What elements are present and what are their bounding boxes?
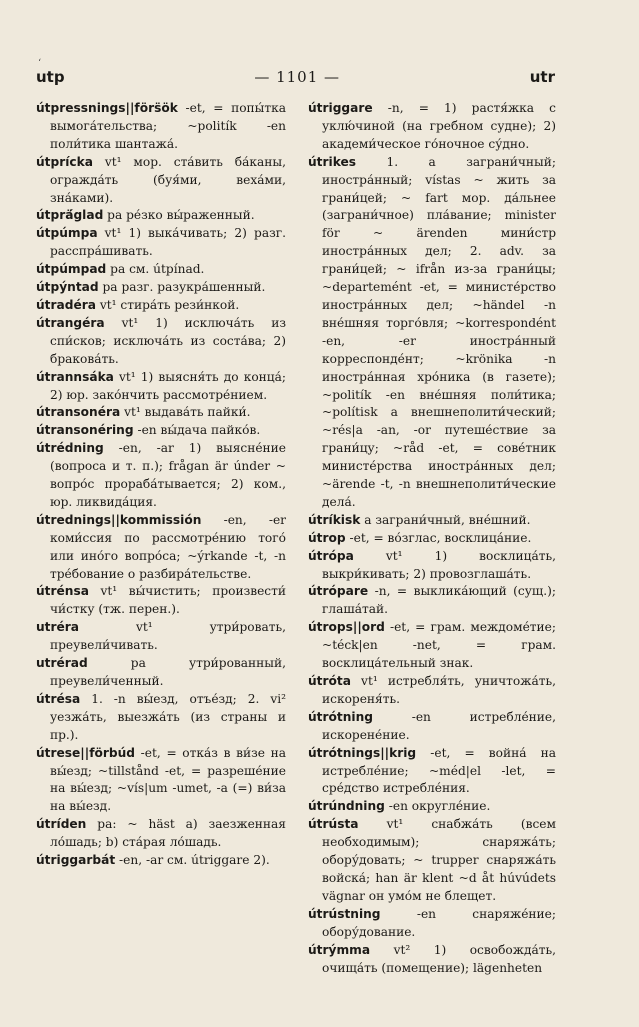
dictionary-entry (36, 207, 286, 225)
entry-definition: vt¹ истребля́ть, уничтожа́ть, искореня́ть. (322, 674, 556, 706)
dictionary-entry (36, 852, 286, 870)
entry-headword: útradéra (36, 297, 96, 312)
entry-definition: 1. -n вы́езд, отъе́зд; 2. vi² уезжа́ть, выезжа́ть (из страны и пр.). (50, 691, 286, 742)
entry-definition: -en, -ar см. útriggare 2). (115, 853, 270, 868)
entry-definition: -et, = грам. междоме́тие; ~téck|en -net, = грам. восклица́тельный знак. (322, 620, 556, 671)
dictionary-entry (308, 942, 556, 978)
entry-headword: útransonéra (36, 405, 121, 420)
dictionary-entry (308, 709, 556, 745)
entry-headword: útransonéring (36, 423, 134, 438)
entry-definition: vt¹ 1) восклица́ть, выкри́кивать; 2) провозглаша́ть. (322, 548, 556, 581)
dictionary-entry (308, 906, 556, 942)
entry-definition: vt¹ 1) выка́чивать; 2) разг. расспра́шивать. (50, 226, 286, 259)
dictionary-entry (36, 691, 286, 745)
dictionary-entry (308, 512, 556, 530)
dictionary-entry (36, 422, 286, 440)
entry-headword: útpýntad (36, 280, 99, 295)
entry-definition: pa см. útpínad. (106, 262, 205, 277)
dictionary-entry (308, 100, 556, 154)
page-number: — 1101 — (254, 68, 341, 86)
entry-headword: útriggare (308, 101, 373, 115)
dictionary-entry (36, 655, 286, 691)
entry-headword: útrese||förbúd (36, 745, 136, 760)
dictionary-entry (308, 619, 556, 673)
right-guide-word: utr (529, 68, 555, 86)
entry-headword: útpressnings||förs̈ök (36, 101, 178, 115)
entry-definition: -en вы́дача пайко́в. (133, 423, 261, 438)
entry-definition: -n, = выклика́ющий (сущ.); глаша́тай. (322, 584, 556, 617)
dictionary-entry (36, 225, 286, 261)
dictionary-entry (308, 673, 556, 709)
entry-definition: -en снаряже́ние; обору́дование. (322, 906, 556, 939)
entry-headword: útpúmpad (36, 262, 107, 277)
entry-definition: 1. a заграни́чный; иностра́нный; vístas ~ жить за грани́цей; ~ fart мор. да́льнее (заграни́чное) пла́вание; minister för ~ ärenden мини́стр иностра́нных дел; 2. adv. за грани́цей; ~ ifrån из-за грани́цы; ~departemént -et, = министе́рство иностра́нных дел; ~händel -n вне́шняя торго́вля; ~korrespondént -en, -er иностра́нный корреспонде́нт; ~krönika -n иностра́нная хро́ника (в газете); ~politík -en вне́шняя поли́тика; ~polítisk a внешнеполити́ческий; ~rés|a -an, -or путеше́ствие за грани́цу; ~råd -et, = сове́тник министе́рства иностра́нных дел; ~ärende -t, -n внешнеполити́ческие дела́. (322, 154, 556, 509)
dictionary-entry (36, 261, 286, 279)
dictionary-entry (36, 100, 286, 154)
entry-headword: útrústning (308, 906, 381, 921)
entry-definition: -en округле́ние. (384, 799, 491, 814)
left-column (36, 100, 286, 870)
entry-definition: vt¹ вы́чистить; произвести́ чи́стку (тж. перен.). (50, 584, 286, 617)
dictionary-entry (36, 619, 286, 655)
entry-definition: -en, -ar 1) выясне́ние (вопроса и т. п.); frågan är únder ~ вопро́с прораба́тывается; 2) ком., юр. ликвида́ция. (50, 441, 286, 509)
entry-definition: a заграни́чный, вне́шний. (360, 512, 531, 527)
entry-headword: útrénsa (36, 584, 89, 599)
entry-headword: útriggarbát (36, 853, 116, 868)
entry-definition: vt¹ мор. ста́вить ба́каны, огражда́ть (буя́ми, веха́ми, зна́ками). (50, 154, 286, 205)
entry-definition: pa ре́зко вы́раженный. (103, 208, 255, 223)
right-column (308, 100, 556, 977)
entry-headword: útrústa (308, 817, 359, 832)
entry-definition: vt¹ выдава́ть пайки́. (120, 405, 251, 420)
entry-headword: útrednings||kommissión (36, 512, 202, 527)
corner-mark: ʻ (38, 58, 42, 69)
entry-definition: pa: ~ häst a) заезженная ло́шадь; b) ста́рая ло́шадь. (50, 817, 286, 850)
entry-headword: útprä́glad (36, 208, 104, 223)
entry-headword: útríkisk (308, 512, 361, 527)
entry-definition: vt¹ утри́ровать, преувели́чивать. (50, 620, 286, 653)
entry-definition: vt¹ стира́ть рези́нкой. (95, 297, 240, 312)
entry-definition: -et, = отка́з в ви́зе на вы́езд; ~tillstånd -et, = разреше́ние на вы́езд; ~vís|um -umet, -a (=) ви́за на вы́езд. (50, 745, 286, 814)
dictionary-entry (308, 816, 556, 906)
entry-definition: -et, = война́ на истребле́ние; ~méd|el -let, = сре́дство истребле́ния. (322, 745, 556, 796)
entry-headword: útrótnings||krig (308, 745, 417, 760)
entry-headword: utréra (36, 620, 80, 635)
entry-definition: -et, = попы́тка вымога́тельства; ~politík -en поли́тика шантажа́. (50, 101, 286, 151)
dictionary-entry (36, 583, 286, 619)
entry-definition: -en истребле́ние, искорене́ние. (322, 709, 556, 742)
entry-definition: vt¹ снабжа́ть (всем необходимым); снаряжа́ть; обору́довать; ~ trupper снаряжа́ть войска́; han är klent ~d åt húvúdets vägnar он умо́м не блещет. (322, 817, 556, 903)
dictionary-entry (36, 154, 286, 208)
entry-definition: pa разг. разукра́шенный. (98, 280, 266, 295)
dictionary-entry (308, 154, 556, 512)
entry-definition: vt² 1) освобожда́ть, очища́ть (помещение); lägenheten (322, 942, 556, 975)
entry-definition: vt¹ 1) исключа́ть из спи́сков; исключа́ть из соста́ва; 2) бракова́ть. (50, 315, 286, 366)
entry-definition: -n, = 1) растя́жка с уклю́чиной (на гребном судне); 2) академи́ческое го́ночное су́дно. (322, 101, 556, 151)
entry-headword: útrótning (308, 709, 373, 724)
entry-headword: útrésa (36, 691, 81, 706)
entry-definition: -et, = во́зглас, восклица́ние. (345, 530, 532, 545)
dictionary-entry (36, 816, 286, 852)
dictionary-entry (308, 745, 556, 799)
entry-headword: útrops||ord (308, 620, 385, 635)
dictionary-entry (308, 548, 556, 584)
entry-headword: útrédning (36, 441, 104, 456)
page-header (36, 68, 555, 90)
entry-headword: útrópare (308, 584, 369, 599)
entry-headword: útrópa (308, 548, 354, 563)
entry-headword: útrop (308, 530, 346, 545)
dictionary-entry (36, 369, 286, 405)
entry-definition: vt¹ 1) выясня́ть до конца́; 2) юр. зако́нчить рассмотре́нием. (50, 369, 286, 402)
entry-headword: útrýmma (308, 942, 371, 957)
dictionary-entry (308, 583, 556, 619)
dictionary-entry (36, 745, 286, 817)
entry-headword: útróta (308, 674, 351, 688)
entry-headword: utrérad (36, 656, 88, 671)
entry-headword: útrikes (308, 154, 356, 169)
dictionary-entry (308, 798, 556, 816)
entry-headword: útpúmpa (36, 226, 98, 241)
entry-definition: pa утри́рованный, преувели́ченный. (50, 656, 286, 688)
left-guide-word: utp (36, 68, 65, 86)
entry-headword: útrangéra (36, 315, 105, 330)
dictionary-entry (36, 315, 286, 369)
dictionary-entry (36, 512, 286, 584)
entry-headword: útrúndning (308, 799, 385, 814)
entry-headword: útrannsáka (36, 369, 114, 384)
dictionary-entry (36, 279, 286, 297)
dictionary-entry (308, 530, 556, 548)
dictionary-entry (36, 404, 286, 422)
entry-headword: útprícka (36, 154, 93, 169)
entry-headword: útríden (36, 817, 87, 832)
dictionary-entry (36, 440, 286, 512)
dictionary-entry (36, 297, 286, 315)
entry-definition: -en, -er коми́ссия по рассмотре́нию того́ или ино́го вопро́са; ~ýrkande -t, -n тре́бование о разбира́тельстве. (50, 512, 286, 581)
